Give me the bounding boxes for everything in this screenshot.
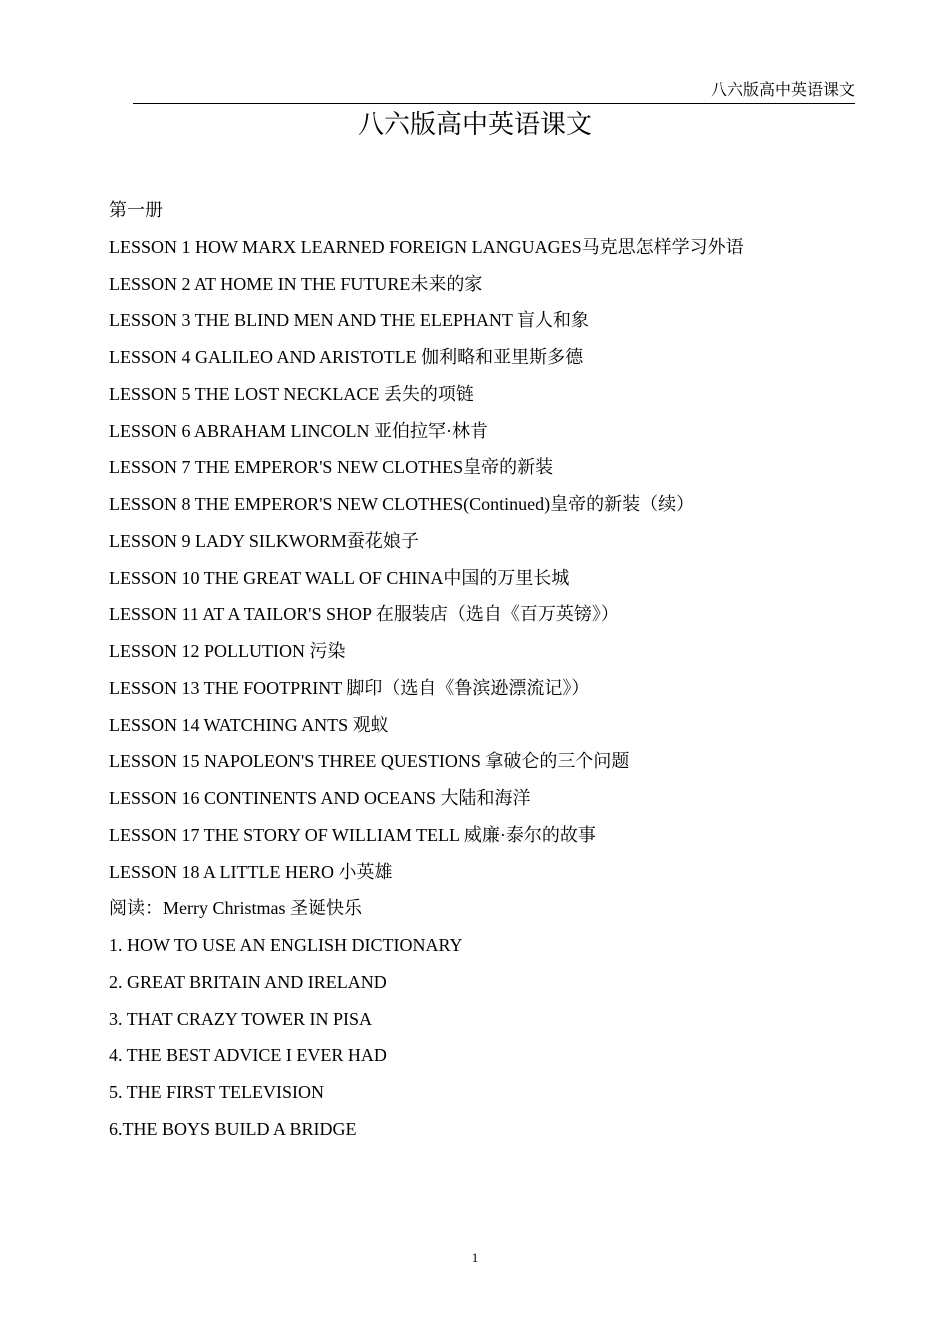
toc-entry: 阅读：Merry Christmas 圣诞快乐 xyxy=(109,898,362,919)
toc-entry: LESSON 12 POLLUTION 污染 xyxy=(109,641,346,661)
page-number: 1 xyxy=(471,1250,479,1265)
toc-entry: 1. HOW TO USE AN ENGLISH DICTIONARY xyxy=(109,935,463,955)
toc-entry: LESSON 11 AT A TAILOR'S SHOP 在服装店（选自《百万英镑》） xyxy=(109,604,619,625)
toc-entry: 5. THE FIRST TELEVISION xyxy=(109,1082,325,1102)
toc-entry: 3. THAT CRAZY TOWER IN PISA xyxy=(109,1008,373,1029)
toc-entry: 4. THE BEST ADVICE I EVER HAD xyxy=(109,1045,387,1066)
toc-entry: LESSON 15 NAPOLEON'S THREE QUESTIONS 拿破仑的三个问题 xyxy=(109,751,630,772)
toc-entry: LESSON 3 THE BLIND MEN AND THE ELEPHANT 盲人和象 xyxy=(109,310,589,331)
toc-entry: LESSON 2 AT HOME IN THE FUTURE未来的家 xyxy=(109,273,483,294)
running-header: 八六版高中英语课文 xyxy=(710,80,855,99)
toc-entry: LESSON 5 THE LOST NECKLACE 丢失的项链 xyxy=(109,383,474,404)
document-title: 八六版高中英语课文 xyxy=(357,110,592,140)
toc-entry: LESSON 1 HOW MARX LEARNED FOREIGN LANGUAGES马克思怎样学习外语 xyxy=(109,236,744,257)
toc-entry: LESSON 16 CONTINENTS AND OCEANS 大陆和海洋 xyxy=(109,788,531,808)
toc-entry: 6.THE BOYS BUILD A BRIDGE xyxy=(109,1118,357,1139)
toc-entry: LESSON 10 THE GREAT WALL OF CHINA中国的万里长城 xyxy=(109,567,570,588)
table-of-contents xyxy=(109,196,889,1152)
toc-entry: LESSON 6 ABRAHAM LINCOLN 亚伯拉罕·林肯 xyxy=(109,420,489,441)
volume-heading: 第一册 xyxy=(109,200,163,220)
toc-entry: LESSON 14 WATCHING ANTS 观蚁 xyxy=(109,714,389,735)
toc-entry: LESSON 13 THE FOOTPRINT 脚印（选自《鲁滨逊漂流记》） xyxy=(109,677,590,698)
toc-entry: 2. GREAT BRITAIN AND IRELAND xyxy=(109,971,387,992)
toc-entry: LESSON 7 THE EMPEROR'S NEW CLOTHES皇帝的新装 xyxy=(109,457,554,478)
toc-entry: LESSON 9 LADY SILKWORM蚕花娘子 xyxy=(109,530,419,551)
header-rule xyxy=(133,103,855,104)
toc-entry: LESSON 4 GALILEO AND ARISTOTLE 伽利略和亚里斯多德 xyxy=(109,347,584,367)
toc-entry: LESSON 17 THE STORY OF WILLIAM TELL 威廉·泰尔的故事 xyxy=(109,824,596,845)
toc-entry: LESSON 18 A LITTLE HERO 小英雄 xyxy=(109,861,393,882)
toc-entry: LESSON 8 THE EMPEROR'S NEW CLOTHES(Continued)皇帝的新装（续） xyxy=(109,494,695,514)
